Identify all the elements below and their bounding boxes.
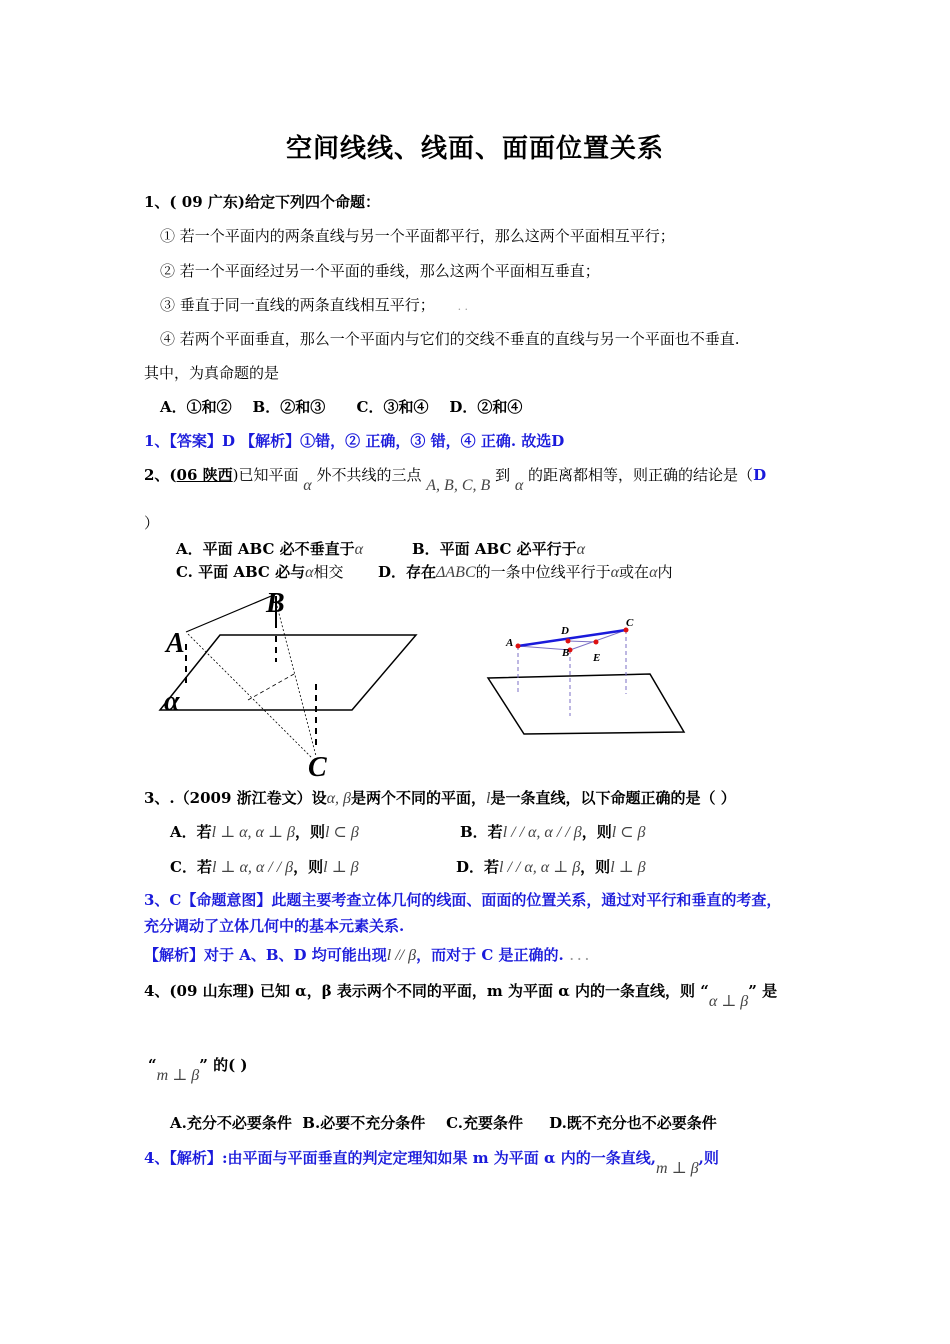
fig1-segment-ab [186, 594, 276, 632]
q3-dots: . . . [569, 950, 589, 963]
q1-answer: 1、【答案】D 【解析】①错，② 正确，③ 错，④ 正确. 故选D [144, 432, 565, 450]
q3-opt-a-3: ，则 [294, 823, 325, 841]
q3-answer-3 [144, 945, 589, 967]
q1-stem: 1、( 09 广东)给定下列四个命题： [144, 193, 380, 211]
q3-l: l [486, 790, 491, 807]
q3-opt-d-1: D．若 [456, 858, 500, 876]
q2-opt-d-text4: 内 [657, 563, 673, 581]
q2-opt-d-text3: 或在 [619, 563, 650, 581]
q4-stem [144, 981, 778, 1010]
fig2-segment-ac [518, 630, 626, 646]
q2-opt-b-text: B．平面 ABC 必平行于 [412, 540, 577, 558]
q1-options: A．①和② B．②和③ C．③和④ D．②和④ [160, 398, 523, 416]
q4-ans-3: ,则 [698, 1149, 719, 1167]
fig2-segment-de [568, 641, 596, 642]
q3-opt-a-2: l ⊥ α, α ⊥ β [211, 824, 295, 841]
q2-option-d [378, 562, 672, 583]
q1-item-2: ② 若一个平面经过另一个平面的垂线，那么这两个平面相互垂直； [160, 262, 600, 280]
figure-2-midline [486, 614, 690, 742]
q3-opt-a-1: A．若 [170, 823, 212, 841]
q2-option-a [176, 539, 363, 560]
q2-opt-c-alpha: α [305, 564, 314, 581]
q2-opt-d-text1: D．存在 [378, 563, 437, 581]
q2-stem [144, 465, 767, 494]
q2-text3: 到 [495, 466, 511, 484]
fig1-label-alpha: α [164, 686, 180, 717]
fig2-point-e [594, 640, 599, 645]
q3-option-a [170, 822, 359, 843]
q3-option-b [460, 822, 646, 843]
q4-ans-1: 4、【解析】:由平面与平面垂直的判定定理知如果 m 为平面 α 内的一条直线, [144, 1149, 657, 1167]
q2-opt-d-triangle: ΔABC [436, 564, 476, 581]
q2-text2: 外不共线的三点 [316, 466, 422, 484]
q4-stem-1: 4、(09 山东理) 已知 α，β 表示两个不同的平面，m 为平面 α 内的一条直线，则 “ [144, 982, 709, 1000]
q3-answer-1: 3、C【命题意图】此题主要考查立体几何的线面、面面的位置关系，通过对平行和垂直的考查， [144, 891, 782, 909]
q1-item-1: ① 若一个平面内的两条直线与另一个平面都平行，那么这两个平面相互平行； [160, 227, 675, 245]
q2-opt-a-text: A．平面 ABC 必不垂直于 [176, 540, 355, 558]
q1-item-4: ④ 若两个平面垂直，那么一个平面内与它们的交线不垂直的直线与另一个平面也不垂直. [160, 330, 740, 348]
q1-prompt: 其中，为真命题的是 [144, 364, 280, 382]
fig1-label-a: A [166, 628, 185, 659]
q3-opt-d-3: ，则 [580, 858, 611, 876]
q2-text1: )已知平面 [232, 466, 299, 484]
q2-opt-d-alpha-2: α [649, 564, 658, 581]
q3-opt-b-1: B．若 [460, 823, 503, 841]
q2-alpha-2: α [514, 477, 524, 494]
q2-answer: D [753, 466, 767, 484]
q4-answer [144, 1148, 719, 1177]
q3-opt-c-2: l ⊥ α, α / / β [211, 859, 294, 876]
q3-option-d [456, 857, 646, 878]
fig2-point-a [516, 644, 521, 649]
q2-opt-b-alpha: α [576, 541, 586, 558]
q2-close: ） [144, 514, 160, 532]
q4-stem-3: ” 的( ) [199, 1056, 248, 1074]
q2-opt-c-text1: C. 平面 ABC 必与 [176, 563, 306, 581]
q2-prefix: 2、( [144, 466, 177, 484]
q1-dots: . . [457, 300, 469, 313]
q3-stem-1: 3、.（2009 浙江卷文）设 [144, 789, 327, 807]
q3-opt-d-4: l ⊥ β [610, 859, 646, 876]
q3-ans3-b: l // β [386, 947, 417, 964]
fig2-label-b: B [562, 647, 570, 659]
q4-stem-line2 [148, 1055, 248, 1084]
q3-opt-b-3: ，则 [581, 823, 612, 841]
q1-item-3 [160, 295, 468, 317]
q3-opt-b-2: l / / α, α / / β [502, 824, 582, 841]
fig2-plane [488, 674, 684, 734]
fig2-label-d: D [561, 625, 569, 637]
q3-opt-c-1: C．若 [170, 858, 212, 876]
fig1-label-b: B [266, 588, 285, 619]
q3-ans3-c: ，而对于 C 是正确的. [416, 946, 564, 964]
q4-open-2: “ [148, 1056, 157, 1074]
page-title: 空间线线、线面、面面位置关系 [285, 134, 664, 164]
q2-opt-c-text2: 相交 [313, 563, 344, 581]
q4-options: A.充分不必要条件 B.必要不充分条件 C.充要条件 D.既不充分也不必要条件 [170, 1114, 717, 1132]
fig2-label-a: A [506, 637, 514, 649]
q2-points: A, B, C, B [426, 477, 491, 494]
fig2-point-d [566, 639, 571, 644]
q3-stem-3: 是一条直线，以下命题正确的是（ ） [490, 789, 736, 807]
q3-opt-d-2: l / / α, α ⊥ β [499, 859, 581, 876]
q1-item-3-text: ③ 垂直于同一直线的两条直线相互平行； [160, 296, 435, 314]
q2-opt-a-alpha: α [354, 541, 364, 558]
fig2-label-c: C [626, 617, 634, 629]
q3-opt-c-4: l ⊥ β [323, 859, 359, 876]
q3-stem-2: 是两个不同的平面， [351, 789, 487, 807]
fig1-inner-dash [248, 674, 294, 700]
q3-ans3-a: 【解析】对于 A、B、D 均可能出现 [144, 946, 387, 964]
q4-ans-2: m ⊥ β [656, 1160, 699, 1177]
fig1-label-c: C [308, 752, 327, 783]
fig1-plane [160, 635, 416, 710]
fig1-segment-bc [276, 602, 316, 756]
q2-source: 06 陕西 [176, 466, 233, 484]
q2-opt-d-alpha-1: α [610, 564, 620, 581]
q2-opt-d-text2: 的一条中位线平行于 [475, 563, 611, 581]
q2-option-b [412, 539, 585, 560]
q4-cond-1: α ⊥ β [708, 993, 749, 1010]
q3-opt-b-4: l ⊂ β [611, 824, 646, 841]
q3-stem [144, 788, 736, 809]
q2-text4: 的距离都相等，则正确的结论是（ [528, 466, 754, 484]
q3-opt-a-4: l ⊂ β [324, 824, 359, 841]
fig2-label-e: E [593, 652, 601, 664]
q3-answer-2: 充分调动了立体几何中的基本元素关系. [144, 917, 405, 935]
q2-option-c [176, 562, 344, 583]
q3-opt-c-3: ，则 [293, 858, 324, 876]
q4-cond-2: m ⊥ β [156, 1067, 200, 1084]
figure-1-plane-points [150, 588, 430, 784]
q3-ab: α, β [326, 790, 352, 807]
q3-option-c [170, 857, 359, 878]
q4-stem-2: ” 是 [748, 982, 778, 1000]
q2-alpha-1: α [303, 477, 312, 494]
